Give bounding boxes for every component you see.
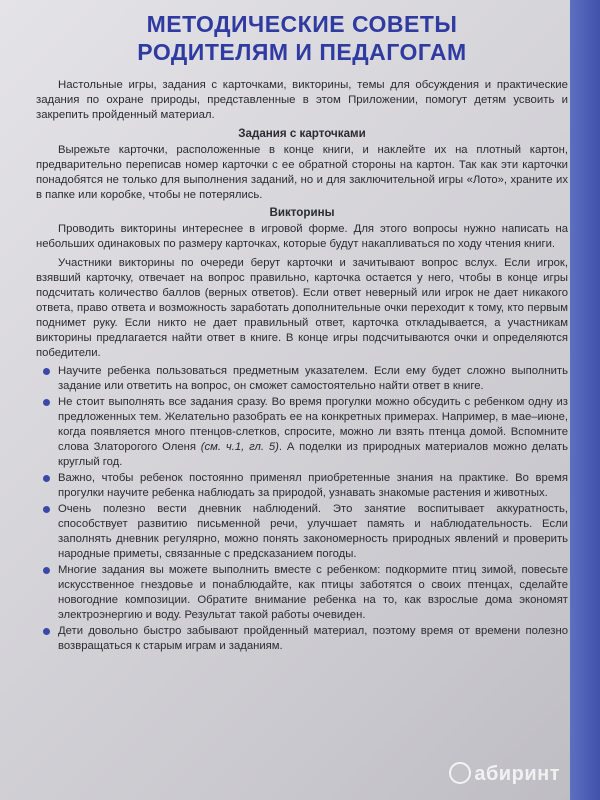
title-line-2: РОДИТЕЛЯМ И ПЕДАГОГАМ	[137, 39, 467, 65]
quiz-paragraph-1: Проводить викторины интереснее в игровой форме. Для этого вопросы нужно написать на небольших одинаковых по размеру карточках, которые будут накапливаться по ходу чтения книги.	[36, 223, 568, 250]
tip-item	[36, 624, 568, 654]
tip-text: Многие задания вы можете выполнить вместе с ребенком: подкормите птиц зимой, повесьте искусственное гнездовье и понаблюдайте, как птицы заботятся о своих птенцах, сделайте новогодние композиции. Обратите внимание ребенка на то, как взрослые дома экономят электроэнергию и воду. Результат такой работы очевиден.	[58, 564, 568, 621]
tip-text: Научите ребенка пользоваться предметным указателем. Если ему будет сложно выполнить задание или ответить на вопрос, он сможет самостоятельно найти ответ в книге.	[58, 365, 568, 392]
watermark-logo-icon	[449, 762, 471, 784]
bullet-icon	[43, 368, 50, 375]
watermark	[449, 762, 560, 786]
tip-item	[36, 471, 568, 501]
bullet-icon	[43, 399, 50, 406]
page-color-edge	[570, 0, 600, 800]
bullet-icon	[43, 628, 50, 635]
bullet-icon	[43, 567, 50, 574]
page-title	[36, 10, 568, 66]
bullet-icon	[43, 475, 50, 482]
title-line-1: МЕТОДИЧЕСКИЕ СОВЕТЫ	[146, 11, 458, 37]
bullet-icon	[43, 506, 50, 513]
tip-text: . А поделки из природных материалов можно делать круглый год.	[58, 441, 568, 468]
quiz-heading: Викторины	[269, 206, 335, 219]
watermark-text: абиринт	[474, 763, 560, 785]
cards-heading: Задания с карточками	[238, 127, 366, 140]
tips-list	[36, 364, 568, 654]
page-content	[36, 10, 568, 655]
tip-item	[36, 502, 568, 562]
tip-reference: (см. ч.1, гл. 5)	[200, 441, 279, 453]
intro-paragraph: Настольные игры, задания с карточками, викторины, темы для обсуждения и практические задания по охране природы, представленные в этом Приложении, помогут детям усвоить и закрепить пройденный материал.	[36, 79, 568, 121]
cards-paragraph: Вырежьте карточки, расположенные в конце книги, и наклейте их на плотный картон, предварительно переписав номер карточки с ее обратной стороны на картон. Так как эти карточки понадобятся не только для выполнения заданий, но и для заключительной игры «Лото», храните их в папке или коробке, чтобы не потерялись.	[36, 144, 568, 201]
tip-text: Важно, чтобы ребенок постоянно применял приобретенные знания на практике. Во время прогулки научите ребенка наблюдать за природой, узнавать знакомые растения и животных.	[58, 472, 568, 499]
tip-text: Не стоит выполнять все задания сразу. Во время прогулки можно обсудить с ребенком одну из предложенных тем. Желательно разобрать ее на конкретных примерах. Например, в мае–июне, когда появляется много птенцов-слетков, спросите, можно ли взять птенца домой. Вспомните слова Златорогого Оленя	[58, 396, 568, 453]
tip-text: Очень полезно вести дневник наблюдений. Это занятие воспитывает аккуратность, способствует развитию письменной речи, улучшает память и наблюдательность. Если заполнять дневник регулярно, можно понять закономерность природных явлений и проверить народные приметы, связанные с предсказанием погоды.	[58, 503, 568, 560]
tip-text: Дети довольно быстро забывают пройденный материал, поэтому время от времени полезно возвращаться к старым играм и заданиям.	[58, 625, 568, 652]
tip-item	[36, 364, 568, 394]
quiz-paragraph-2: Участники викторины по очереди берут карточки и зачитывают вопрос вслух. Если игрок, взявший карточку, отвечает на вопрос правильно, карточка остается у него, чтобы в конце игры подсчитать количество баллов (верных ответов). Если ответ неверный или игрок не дает никакого ответа, право ответа и возможность заработать дополнительные очки переходит к тому, кто первым поднимет руку. Если никто не дает правильный ответ, карточка откладывается, а участникам викторины предлагается найти ответ в книге. В конце игры подсчитываются очки и определяются победители.	[36, 257, 568, 359]
tip-item	[36, 563, 568, 623]
tip-item	[36, 395, 568, 470]
